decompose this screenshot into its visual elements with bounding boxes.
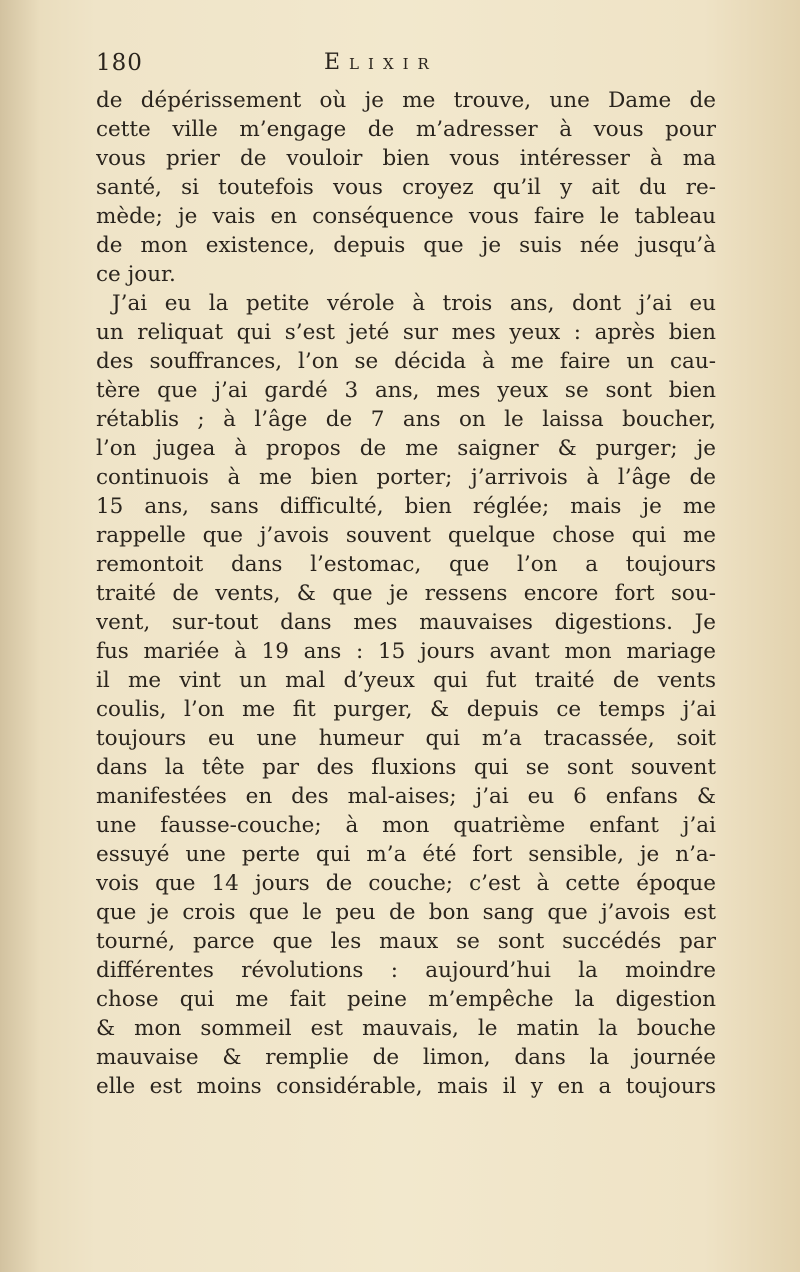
text-line: rétablis ; à l’âge de 7 ans on le laissa boucher, (96, 407, 716, 432)
text-line: de mon existence, depuis que je suis née jusqu’à (96, 233, 716, 258)
text-line: santé, si toutefois vous croyez qu’il y ait du re- (96, 175, 716, 200)
text-line: ce jour. (96, 262, 176, 287)
text-line: mauvaise & remplie de limon, dans la journée (96, 1045, 716, 1070)
text-line: tourné, parce que les maux se sont succédés par (96, 929, 716, 954)
page-number: 180 (96, 50, 143, 76)
text-line: tère que j’ai gardé 3 ans, mes yeux se sont bien (96, 378, 716, 403)
text-line: coulis, l’on me fit purger, & depuis ce temps j’ai (96, 697, 716, 722)
text-line: 15 ans, sans difficulté, bien réglée; mais je me (96, 494, 716, 519)
text-line: chose qui me fait peine m’empêche la digestion (96, 987, 716, 1012)
text-line: il me vint un mal d’yeux qui fut traité de vents (96, 668, 716, 693)
running-title: Elixir (324, 50, 438, 75)
text-line: toujours eu une humeur qui m’a tracassée, soit (96, 726, 716, 751)
text-line: rappelle que j’avois souvent quelque chose qui me (96, 523, 716, 548)
text-line: vent, sur-tout dans mes mauvaises digestions. Je (96, 610, 716, 635)
text-line: J’ai eu la petite vérole à trois ans, dont j’ai eu (112, 291, 716, 316)
text-line: vois que 14 jours de couche; c’est à cette époque (96, 871, 716, 896)
text-line: mède; je vais en conséquence vous faire le tableau (96, 204, 716, 229)
text-line: & mon sommeil est mauvais, le matin la bouche (96, 1016, 716, 1041)
text-line: remontoit dans l’estomac, que l’on a toujours (96, 552, 716, 577)
text-line: manifestées en des mal-aises; j’ai eu 6 enfans & (96, 784, 716, 809)
text-line: différentes révolutions : aujourd’hui la moindre (96, 958, 716, 983)
text-line: essuyé une perte qui m’a été fort sensible, je n’a- (96, 842, 716, 867)
text-line: traité de vents, & que je ressens encore fort sou- (96, 581, 716, 606)
text-line: cette ville m’engage de m’adresser à vous pour (96, 117, 716, 142)
body-text (96, 86, 716, 1101)
text-line: l’on jugea à propos de me saigner & purger; je (96, 436, 716, 461)
text-line: fus mariée à 19 ans : 15 jours avant mon mariage (96, 639, 716, 664)
text-line: dans la tête par des fluxions qui se sont souvent (96, 755, 716, 780)
text-line: des souffrances, l’on se décida à me faire un cau- (96, 349, 716, 374)
text-line: que je crois que le peu de bon sang que j’avois est (96, 900, 716, 925)
text-line: continuois à me bien porter; j’arrivois à l’âge de (96, 465, 716, 490)
text-line: de dépérissement où je me trouve, une Dame de (96, 88, 716, 113)
page-header (96, 50, 712, 84)
text-line: une fausse-couche; à mon quatrième enfant j’ai (96, 813, 716, 838)
text-line: vous prier de vouloir bien vous intéresser à ma (96, 146, 716, 171)
text-line: elle est moins considérable, mais il y en a toujours (96, 1074, 716, 1099)
text-line: un reliquat qui s’est jeté sur mes yeux : après bien (96, 320, 716, 345)
gutter-shadow (0, 0, 40, 1272)
